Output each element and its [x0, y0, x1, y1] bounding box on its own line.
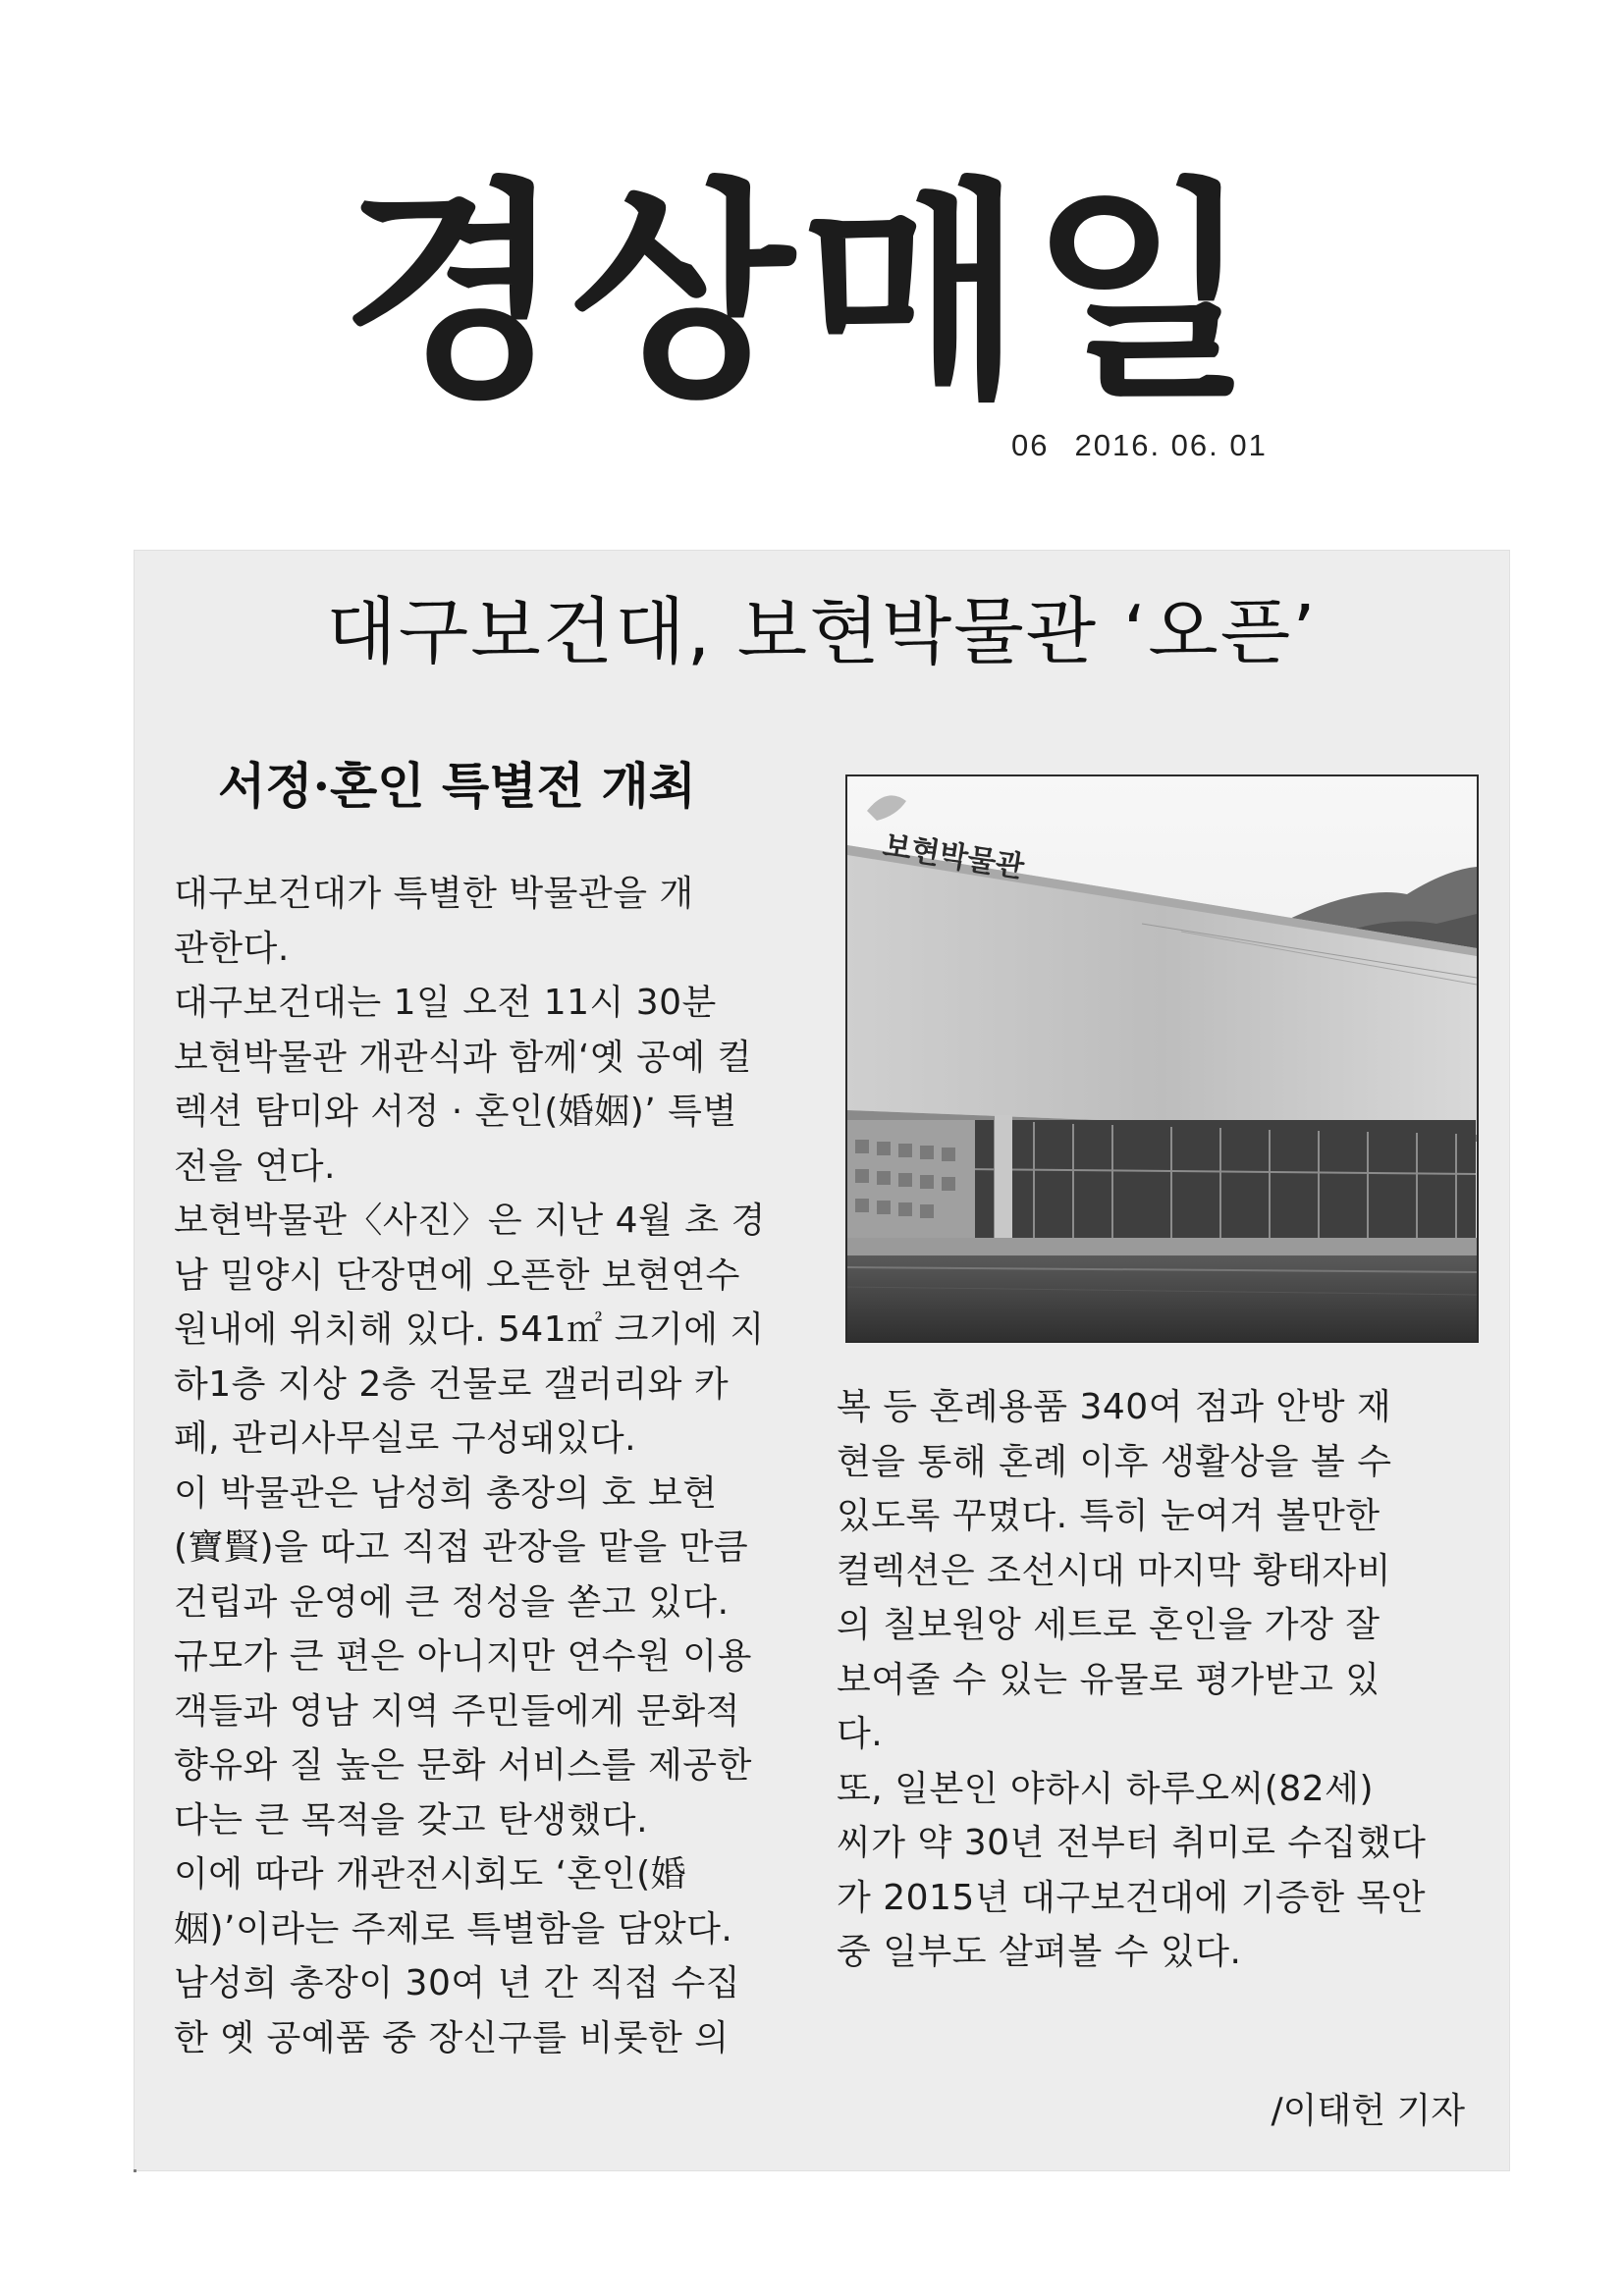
page-dot	[134, 2169, 136, 2172]
article-text-line: 姻)’이라는 주제로 특별함을 담았다.	[174, 1908, 733, 1949]
article-subheadline: 서정·혼인 특별전 개최	[218, 757, 696, 815]
article-text-line: 보현박물관〈사진〉은 지난 4월 초 경	[174, 1201, 766, 1241]
article-headline: 대구보건대, 보현박물관 ‘오픈’	[326, 590, 1318, 674]
museum-sign-text: 보현박물관	[880, 828, 1027, 885]
museum-building-photo	[845, 774, 1479, 1343]
article-text-line: 이에 따라 개관전시회도 ‘혼인(婚	[174, 1854, 687, 1895]
article-text-line: 컬렉션은 조선시대 마지막 황태자비	[837, 1550, 1391, 1591]
article-text-line: 향유와 질 높은 문화 서비스를 제공한	[174, 1745, 752, 1786]
article-text-line: 보여줄 수 있는 유물로 평가받고 있	[837, 1659, 1380, 1700]
article-text-line: 렉션 탐미와 서정 · 혼인(婚姻)’ 특별	[174, 1092, 737, 1132]
article-text-line: 또, 일본인 야하시 하루오씨(82세)	[837, 1768, 1374, 1809]
article-text-line: 복 등 혼례용품 340여 점과 안방 재	[837, 1387, 1392, 1427]
article-text-line: 대구보건대는 1일 오전 11시 30분	[174, 983, 717, 1023]
article-byline: /이태헌 기자	[1271, 2091, 1465, 2131]
article-text-line: 하1층 지상 2층 건물로 갤러리와 카	[174, 1363, 730, 1405]
article-text-line: 페, 관리사무실로 구성돼있다.	[174, 1418, 637, 1459]
article-box	[134, 550, 1510, 2171]
article-text-line: 이 박물관은 남성희 총장의 호 보현	[174, 1472, 718, 1514]
article-text-line: 관한다.	[174, 928, 290, 969]
article-text-line: 중 일부도 살펴볼 수 있다.	[837, 1932, 1242, 1972]
article-text-line: 있도록 꾸몄다. 특히 눈여겨 볼만한	[837, 1496, 1380, 1536]
issue-date: 2016. 06. 01	[1074, 428, 1268, 462]
page-number: 06	[1011, 428, 1050, 462]
article-text-line: 남 밀양시 단장면에 오픈한 보현연수	[174, 1255, 740, 1296]
article-text-line: 씨가 약 30년 전부터 취미로 수집했다	[837, 1823, 1427, 1863]
article-body-right-column	[837, 1380, 1475, 1980]
article-text-line: 대구보건대가 특별한 박물관을 개	[174, 874, 694, 914]
article-text-line: 다.	[837, 1714, 884, 1754]
newspaper-masthead: 경상매일	[341, 159, 1260, 429]
article-text-line: 의 칠보원앙 세트로 혼인을 가장 잘	[837, 1605, 1380, 1645]
article-text-line: 원내에 위치해 있다. 541㎡ 크기에 지	[174, 1309, 765, 1350]
issue-line	[1011, 426, 1306, 465]
article-text-line: 보현박물관 개관식과 함께‘옛 공예 컬	[174, 1037, 752, 1078]
article-text-line: (寶賢)을 따고 직접 관장을 맡을 만큼	[174, 1527, 749, 1568]
article-text-line: 한 옛 공예품 중 장신구를 비롯한 의	[174, 2017, 730, 2058]
article-text-line: 건립과 운영에 큰 정성을 쏟고 있다.	[174, 1581, 730, 1623]
article-text-line: 남성희 총장이 30여 년 간 직접 수집	[174, 1963, 741, 2003]
article-text-line: 객들과 영남 지역 주민들에게 문화적	[174, 1690, 740, 1732]
article-body-left-column	[174, 867, 841, 2065]
article-text-line: 전을 연다.	[174, 1146, 336, 1187]
article-text-line: 현을 통해 혼례 이후 생활상을 볼 수	[837, 1441, 1392, 1482]
photo-illustration	[847, 776, 1477, 1341]
article-text-line: 다는 큰 목적을 갖고 탄생했다.	[174, 1799, 649, 1841]
article-text-line: 가 2015년 대구보건대에 기증한 목안	[837, 1877, 1426, 1918]
article-text-line: 규모가 큰 편은 아니지만 연수원 이용	[174, 1636, 752, 1677]
